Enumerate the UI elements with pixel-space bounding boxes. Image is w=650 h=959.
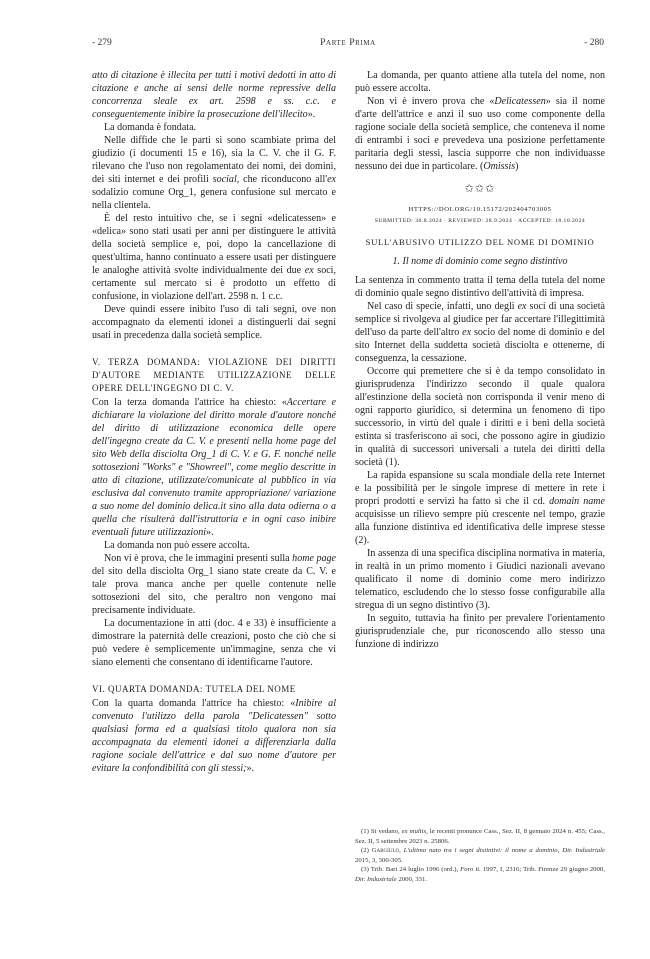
paragraph: La domanda non può essere accolta.	[104, 540, 250, 551]
footnotes	[355, 827, 605, 884]
paragraph: La documentazione in atti (doc. 4 e 33) è insufficiente a dimostrare la paternità delle creazioni, posto che ciò che si può vedere è semplicemente un'immagine, senza che vi siano elementi che consentano di identificarne l'autore.	[92, 618, 336, 668]
article-title: SULL'ABUSIVO UTILIZZO DEL NOME DI DOMINIO	[365, 237, 595, 247]
footnote: (1) Si vedano, ex multis, le recenti pronunce Cass., Sez. II, 8 gennaio 2024 n. 455; Cass., Sez. II, 5 settembre 2023 n. 25806.	[355, 828, 605, 845]
footnote: (3) Trib. Bari 24 luglio 1996 (ord.), Foro it. 1997, I, 2316; Trib. Firenze 29 giugno 2000, Dir. Industriale 2000, 331.	[355, 866, 605, 883]
right-column	[355, 69, 605, 651]
section-heading: VI. QUARTA DOMANDA: TUTELA DEL NOME	[92, 684, 296, 694]
running-title: Parte Prima	[320, 38, 376, 48]
page-number-left: - 279	[92, 38, 112, 48]
paragraph: Nel caso di specie, infatti, uno degli ex soci di una società semplice si rivolgeva al giudice per far accertare l'illegittimità dell'uso da parte dell'altro ex socio del nome di dominio e del sito Internet della suddetta società disciolta e ottenerne, di conseguenza, la cessazione.	[355, 301, 605, 364]
article-subtitle: 1. Il nome di dominio come segno distintivo	[392, 256, 568, 267]
paragraph: Occorre qui premettere che si è da tempo consolidato in giurisprudenza l'indirizzo secondo il quale qualora all'estinzione della società non corrisponda il venir meno di ogni rapporto giuridico, si determina un fenomeno di tipo successorio, in virtù del quale i diritti e i beni della società estinta si trasferiscono ai soci, che possono agire in giudizio in qualità di successori universali a tutela dei diritti della società (1).	[355, 366, 605, 468]
paragraph: Deve quindi essere inibito l'uso di tali segni, ove non accompagnato da elementi idonei a distinguerli dai segni usati in precedenza dalla società semplice.	[92, 304, 336, 341]
paragraph: È del resto intuitivo che, se i segni «delicatessen» e «delica» sono stati usati per anni per distinguere le attività della società semplice e, poi, dopo la cancellazione di quest'ultima, hanno continuato a essere usati per distinguere le analoghe attività svolte individualmente dei due ex soci, certamente sul mercato si è prodotto un effetto di confusione, in violazione dell'art. 2598 n. 1 c.c.	[92, 213, 336, 302]
paragraph: Con la terza domanda l'attrice ha chiesto: «Accertare e dichiarare la violazione del diritto morale d'autore nonché del diritto di utilizzazione economica delle opere dell'ingegno create da C. V. e presenti nella home page del sito Web della disciolta Org_1 di C. V. e G. F. nonché nelle sottosezioni "Works" e "Showreel", come meglio descritte in atto di citazione, utilizzate/comunicate al pubblico in via esclusiva dal convenuto tramite appropriazione/ variazione a suo nome del dominio delica.it sino alla data odierna o a quella che risulterà dall'istruttoria e in ogni caso inibire eventuali future utilizzazioni».	[92, 397, 336, 538]
paragraph: Con la quarta domanda l'attrice ha chiesto: «Inibire al convenuto l'utilizzo della parola "Delicatessen" sotto qualsiasi forma ed a qualsiasi titolo qualora non sia accompagnata da elementi idonei a differenziarla dalla ragione sociale dell'attrice e dal suo nome d'autore per evitare la confondibilità con gli stessi;».	[92, 698, 336, 774]
paragraph: In seguito, tuttavia ha finito per prevalere l'orientamento giurisprudenziale che, pur riconoscendo allo stesso una funzione di indirizzo	[355, 613, 605, 650]
running-header	[92, 38, 604, 54]
section-heading: V. TERZA DOMANDA: VIOLAZIONE DEI DIRITTI D'AUTORE MEDIANTE UTILIZZAZIONE DELLE OPERE DELL'INGEGNO DI C. V.	[92, 357, 336, 393]
paragraph: La domanda, per quanto attiene alla tutela del nome, non può essere accolta.	[355, 70, 605, 94]
paragraph: Non vi è prova, che le immagini presenti sulla home page del sito della disciolta Org_1 siano state create da C. V. e tale prova manca anche per quelle contenute nelle sottosezioni del sito, che peraltro non vengono mai precisamente individuate.	[92, 553, 336, 616]
page-number-right: - 280	[584, 38, 604, 48]
paragraph: Non vi è invero prova che «Delicatessen» sia il nome d'arte dell'attrice e anzi il suo uso come componente della ragione sociale della società semplice, che conteneva il nome di entrambi i soci e prevedeva una posizione perfettamente paritaria degli stessi, lascia supporre che non individuasse nessuno dei due in particolare. (Omissis)	[355, 96, 605, 172]
paragraph: La domanda è fondata.	[104, 122, 197, 133]
stars-divider: ✩✩✩	[464, 183, 496, 195]
left-column	[92, 69, 336, 775]
paragraph: Nelle diffide che le parti si sono scambiate prima del giudizio (i documenti 15 e 16), sia la C. V. che il G. F. rilevano che l'uso non regolamentato dei nomi, dei domini, dei siti internet e dei profili social, che riconducono all'ex sodalizio comune Org_1, genera confusione sul mercato e nella clientela.	[92, 135, 336, 211]
paragraph: La rapida espansione su scala mondiale della rete Internet e la possibilità per le singole imprese di mettere in rete i propri prodotti e servizi ha fatto sì che il cd. domain name acquisisse un rilievo sempre più crescente nel tempo, grazie alla funzione distintiva ed identificativa delle imprese stesse (2).	[355, 470, 605, 546]
review-dates: SUBMITTED: 30.8.2024 · REVIEWED: 28.9.2024 · ACCEPTED: 18.10.2024	[374, 218, 586, 224]
doi-link[interactable]: HTTPS://DOI.ORG/10.15172/202404703005	[408, 206, 552, 213]
paragraph: La sentenza in commento tratta il tema della tutela del nome di dominio quale segno distintivo dell'attività di impresa.	[355, 275, 605, 299]
paragraph: atto di citazione è illecita per tutti i motivi dedotti in atto di citazione e anche ai sensi delle norme repressive della concorrenza sleale ex art. 2598 e ss. c.c. e conseguentemente inibire la prosecuzione dell'illecito».	[92, 70, 336, 120]
paragraph: In assenza di una specifica disciplina normativa in materia, in realtà in un primo momento i Giudici nazionali avevano qualificato il nome di dominio come mero indirizzo telematico, escludendo che lo stesso fosse configurabile alla stregua di un segno distintivo (3).	[355, 548, 605, 611]
footnote: (2) Gargiulo, L'ultimo nato tra i segni distintivi: il nome a dominio, Dir. Industriale 2015, 3, 300-305.	[355, 847, 606, 864]
